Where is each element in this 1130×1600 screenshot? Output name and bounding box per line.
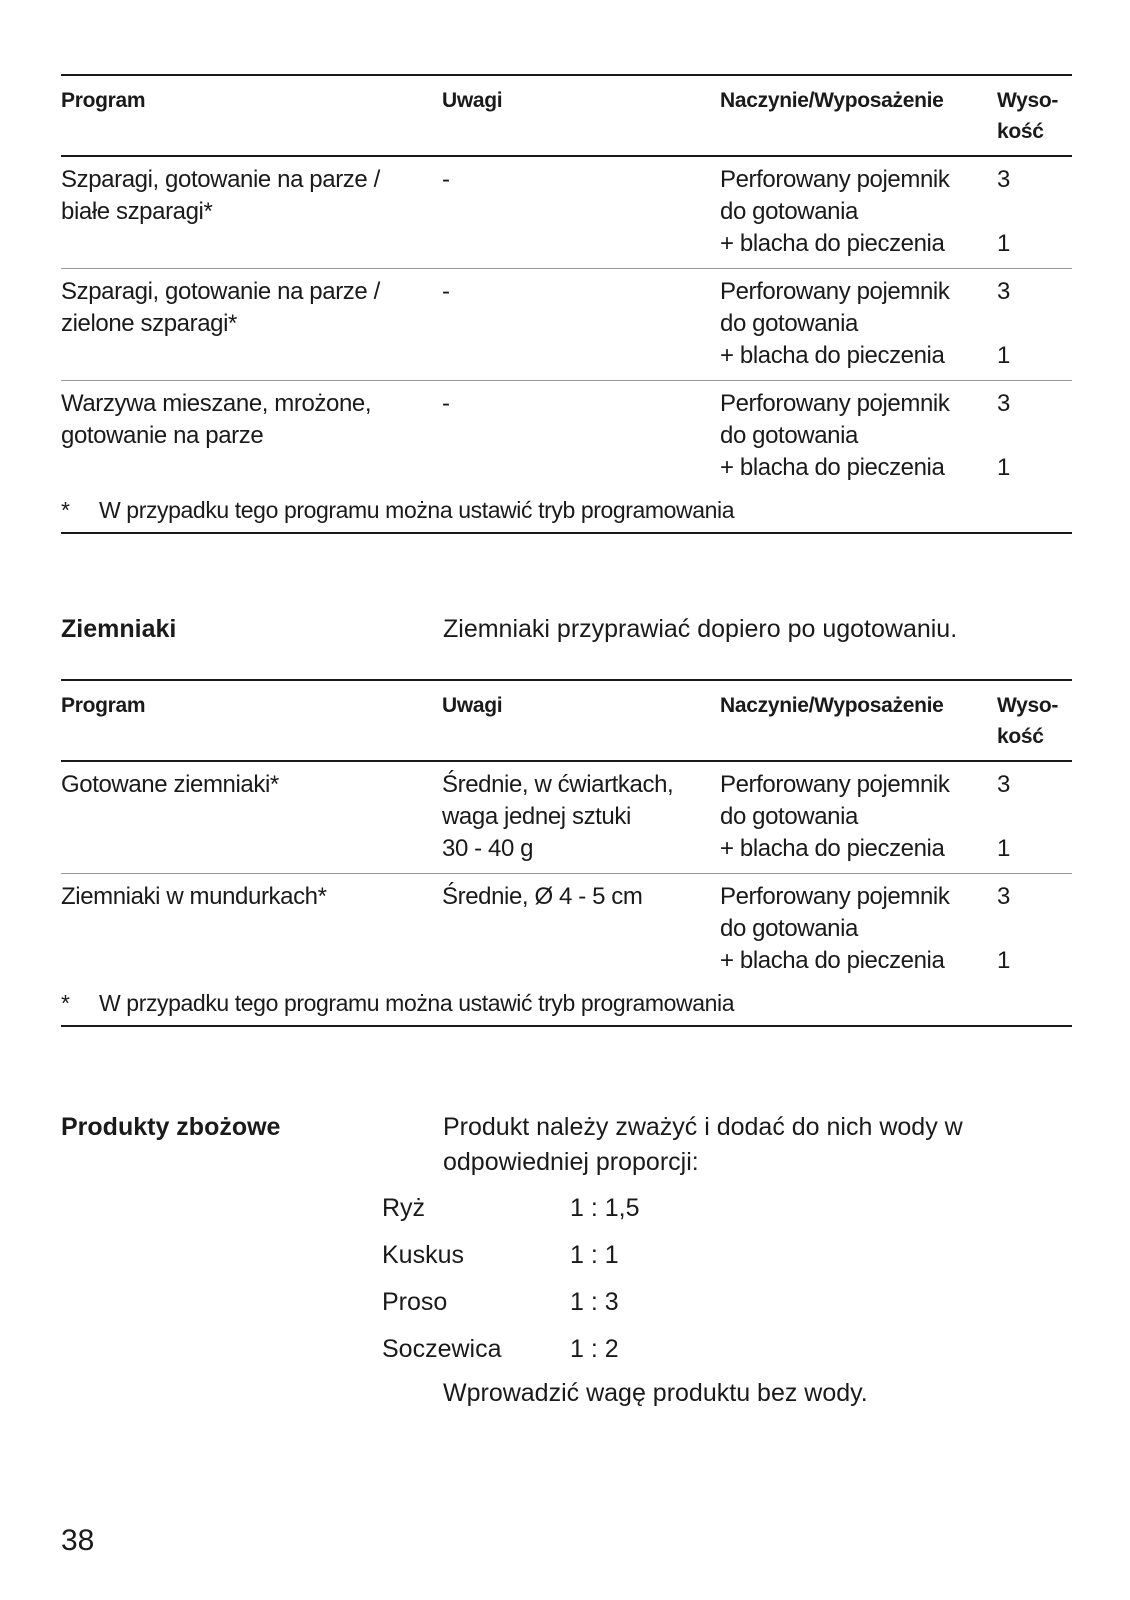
cell-naczynie: Perforowany pojemnik do gotowania + blacha do pieczenia: [720, 166, 950, 257]
cell-wysokosc: 3 1: [997, 883, 1010, 974]
header-wysokosc: Wyso- kość: [997, 694, 1059, 748]
section-ziemniaki: [61, 612, 1072, 652]
cell-wysokosc: 3 1: [997, 771, 1010, 862]
footnote-star: *: [61, 497, 70, 523]
ratio-product: Proso: [382, 1288, 448, 1316]
cell-program: Warzywa mieszane, mrożone, gotowanie na parze: [61, 390, 372, 449]
ratio-product: Soczewica: [382, 1335, 502, 1363]
header-program: Program: [61, 694, 146, 717]
cell-program: Szparagi, gotowanie na parze / zielone szparagi*: [61, 278, 380, 337]
footnote-text: W przypadku tego programu można ustawić tryb programowania: [99, 990, 735, 1016]
table-bottom-rule: [61, 532, 1072, 534]
section-produkty-zbozowe: [61, 1110, 1072, 1190]
table-row: [61, 157, 1072, 268]
table-row: [61, 873, 1072, 985]
table-row: [61, 380, 1072, 492]
ratio-value: 1 : 2: [570, 1335, 619, 1363]
table-footnote: [61, 492, 1072, 532]
header-naczynie: Naczynie/Wyposażenie: [720, 694, 944, 717]
page-number: 38: [61, 1524, 95, 1557]
steam-table-asparagus: [61, 74, 1072, 534]
header-uwagi: Uwagi: [442, 694, 503, 717]
cell-wysokosc: 3 1: [997, 278, 1010, 369]
table-header: [61, 76, 1072, 157]
table-footnote: [61, 985, 1072, 1025]
cell-naczynie: Perforowany pojemnik do gotowania + blacha do pieczenia: [720, 278, 950, 369]
header-uwagi: Uwagi: [442, 89, 503, 112]
ratio-value: 1 : 1: [570, 1241, 619, 1269]
cell-uwagi: -: [442, 166, 450, 193]
ratio-product: Ryż: [382, 1194, 426, 1222]
cell-uwagi: -: [442, 278, 450, 305]
weight-note: Wprowadzić wagę produktu bez wody.: [443, 1379, 868, 1407]
footnote-star: *: [61, 990, 70, 1016]
cell-naczynie: Perforowany pojemnik do gotowania + blacha do pieczenia: [720, 390, 950, 481]
cell-program: Szparagi, gotowanie na parze / białe szparagi*: [61, 166, 380, 225]
section-description: Ziemniaki przyprawiać dopiero po ugotowaniu.: [443, 615, 958, 643]
ratio-product: Kuskus: [382, 1241, 464, 1269]
cell-wysokosc: 3 1: [997, 390, 1010, 481]
section-title: Produkty zbożowe: [61, 1113, 281, 1141]
cell-uwagi: -: [442, 390, 450, 417]
header-wysokosc: Wyso- kość: [997, 89, 1059, 143]
steam-table-potatoes: [61, 679, 1072, 1027]
cell-program: Gotowane ziemniaki*: [61, 771, 279, 798]
ratio-value: 1 : 1,5: [570, 1194, 640, 1222]
cell-naczynie: Perforowany pojemnik do gotowania + blacha do pieczenia: [720, 771, 950, 862]
ratio-value: 1 : 3: [570, 1288, 619, 1316]
cell-naczynie: Perforowany pojemnik do gotowania + blacha do pieczenia: [720, 883, 950, 974]
section-title: Ziemniaki: [61, 615, 177, 643]
table-bottom-rule: [61, 1025, 1072, 1027]
cell-uwagi: Średnie, Ø 4 - 5 cm: [442, 883, 643, 910]
cell-program: Ziemniaki w mundurkach*: [61, 883, 327, 910]
header-program: Program: [61, 89, 146, 112]
footnote-text: W przypadku tego programu można ustawić tryb programowania: [99, 497, 735, 523]
section-description: Produkt należy zważyć i dodać do nich wody w odpowiedniej proporcji:: [443, 1113, 963, 1176]
header-naczynie: Naczynie/Wyposażenie: [720, 89, 944, 112]
cell-wysokosc: 3 1: [997, 166, 1010, 257]
table-row: [61, 268, 1072, 380]
table-row: [61, 762, 1072, 873]
table-header: [61, 681, 1072, 762]
cell-uwagi: Średnie, w ćwiartkach, waga jednej sztuki 30 - 40 g: [442, 771, 674, 862]
